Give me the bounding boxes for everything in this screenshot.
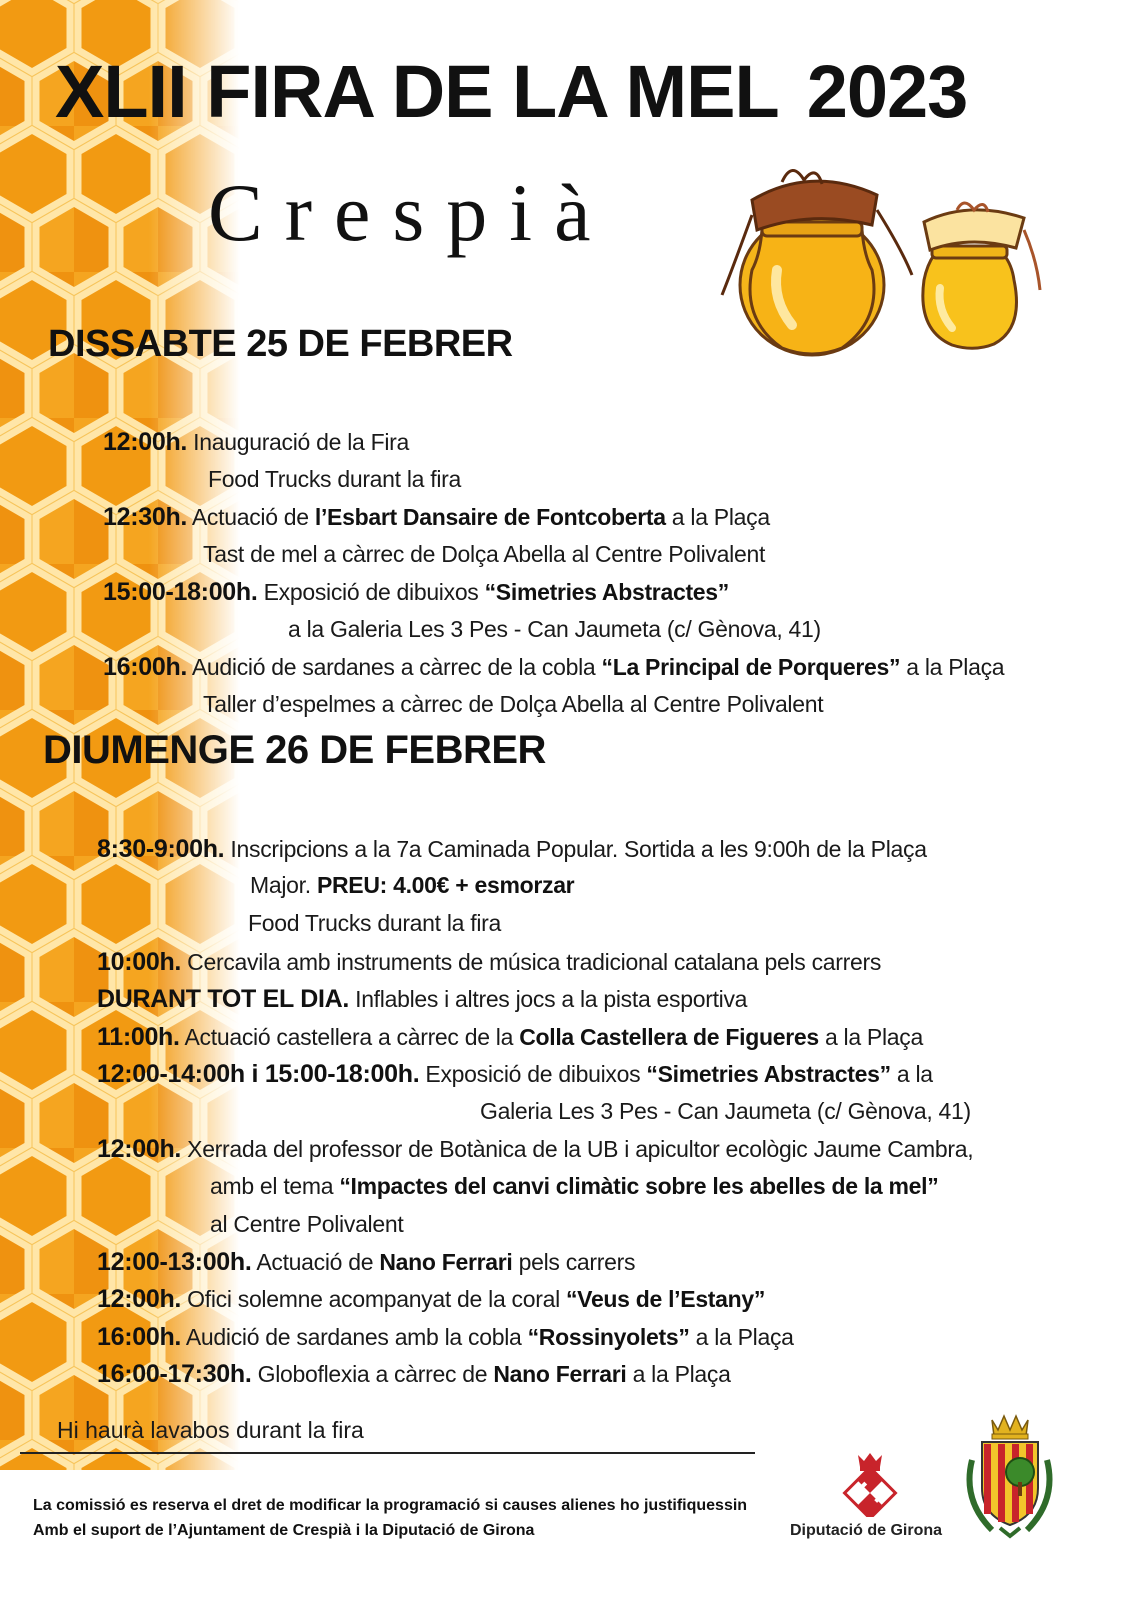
schedule-line: Food Trucks durant la fira — [248, 910, 501, 936]
schedule-line: DURANT TOT EL DIA. Inflables i altres jocs a la pista esportiva — [97, 985, 748, 1013]
schedule-line: 12:30h. Actuació de l’Esbart Dansaire de Fontcoberta a la Plaça — [103, 503, 770, 531]
schedule-line: Major. PREU: 4.00€ + esmorzar — [250, 872, 575, 898]
title-text: XLII FIRA DE LA MEL — [55, 50, 779, 133]
schedule-line: amb el tema “Impactes del canvi climàtic sobre les abelles de la mel” — [210, 1173, 939, 1199]
divider — [20, 1452, 755, 1454]
schedule-line: 12:00-13:00h. Actuació de Nano Ferrari pels carrers — [97, 1248, 636, 1276]
footer-support: Amb el suport de l’Ajuntament de Crespià i la Diputació de Girona — [33, 1522, 535, 1539]
saturday-heading: DISSABTE 25 DE FEBRER — [48, 323, 513, 365]
schedule-line: 16:00h. Audició de sardanes amb la cobla “Rossinyolets” a la Plaça — [97, 1323, 794, 1351]
sunday-heading: DIUMENGE 26 DE FEBRER — [43, 728, 546, 772]
municipal-shield-icon — [962, 1410, 1057, 1545]
schedule-line: 12:00h. Xerrada del professor de Botànica de la UB i apicultor ecològic Jaume Cambra, — [97, 1135, 974, 1163]
schedule-line: 12:00-14:00h i 15:00-18:00h. Exposició de dibuixos “Simetries Abstractes” a la — [97, 1060, 933, 1088]
footer-disclaimer: La comissió es reserva el dret de modificar la programació si causes alienes ho justifiquessin — [33, 1497, 748, 1514]
schedule-line: Galeria Les 3 Pes - Can Jaumeta (c/ Gènova, 41) — [480, 1098, 971, 1124]
schedule-line: Taller d’espelmes a càrrec de Dolça Abella al Centre Polivalent — [203, 691, 824, 717]
schedule-line: 16:00-17:30h. Globoflexia a càrrec de Nano Ferrari a la Plaça — [97, 1360, 731, 1388]
page-title — [55, 50, 968, 133]
title-year: 2023 — [806, 50, 968, 133]
schedule-line: 15:00-18:00h. Exposició de dibuixos “Simetries Abstractes” — [103, 578, 729, 606]
schedule-line: 11:00h. Actuació castellera a càrrec de la Colla Castellera de Figueres a la Plaça — [97, 1023, 923, 1051]
schedule-line: 12:00h. Ofici solemne acompanyat de la coral “Veus de l’Estany” — [97, 1285, 766, 1313]
schedule-line: 12:00h. Inauguració de la Fira — [103, 428, 410, 456]
schedule-line: 10:00h. Cercavila amb instruments de música tradicional catalana pels carrers — [97, 948, 882, 976]
honey-jar-icon — [712, 160, 1042, 365]
town-name: Crespià — [208, 167, 613, 258]
schedule-line: 8:30-9:00h. Inscripcions a la 7a Caminada Popular. Sortida a les 9:00h de la Plaça — [97, 835, 927, 863]
schedule-line: Food Trucks durant la fira — [208, 466, 461, 492]
diputacio-logo-icon — [840, 1447, 900, 1522]
schedule-line: a la Galeria Les 3 Pes - Can Jaumeta (c/ Gènova, 41) — [288, 616, 821, 642]
schedule-line: 16:00h. Audició de sardanes a càrrec de la cobla “La Principal de Porqueres” a la Plaça — [103, 653, 1005, 681]
toilets-note: Hi haurà lavabos durant la fira — [57, 1417, 364, 1443]
diputacio-logo-label: Diputació de Girona — [790, 1522, 943, 1539]
schedule-line: Tast de mel a càrrec de Dolça Abella al Centre Polivalent — [203, 541, 766, 567]
schedule-line: al Centre Polivalent — [210, 1211, 404, 1237]
